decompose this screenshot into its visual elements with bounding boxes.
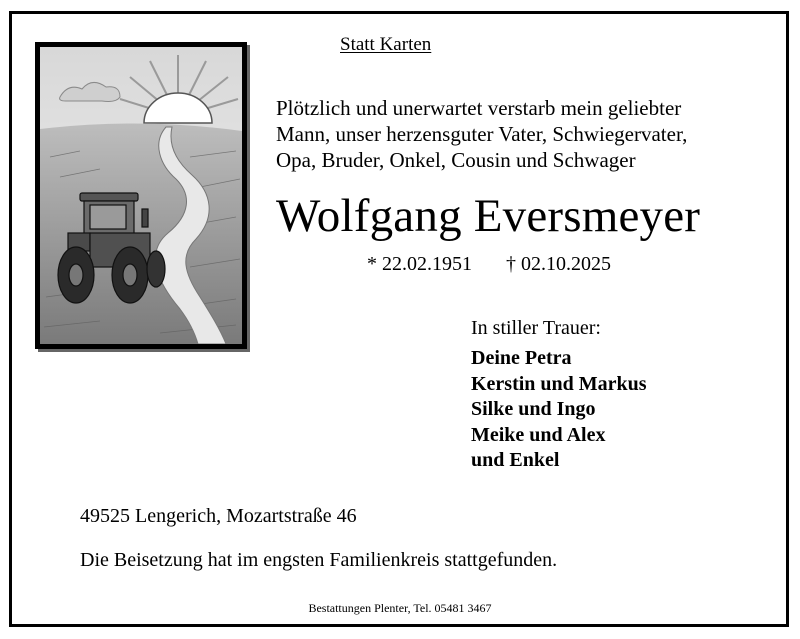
- birth-date: * 22.02.1951: [367, 253, 472, 275]
- mourner-name: Silke und Ingo: [471, 398, 596, 420]
- intro-line: Plötzlich und unerwartet verstarb mein geliebter: [276, 96, 682, 120]
- undertaker-contact: Bestattungen Plenter, Tel. 05481 3467: [308, 601, 492, 615]
- mourner-name: Deine Petra: [471, 347, 572, 369]
- mourner-list: [471, 346, 647, 474]
- mourning-label: In stiller Trauer:: [471, 317, 601, 339]
- tractor-sunset-drawing-icon: [35, 42, 247, 349]
- intro-line: Opa, Bruder, Onkel, Cousin und Schwager: [276, 148, 636, 172]
- family-address: 49525 Lengerich, Mozartstraße 46: [80, 505, 357, 527]
- burial-notice: Die Beisetzung hat im engsten Familienkreis stattgefunden.: [80, 549, 558, 571]
- mourner-name: und Enkel: [471, 449, 560, 471]
- life-dates: [367, 253, 611, 276]
- death-date: † 02.10.2025: [506, 253, 611, 275]
- statt-karten-heading: Statt Karten: [340, 34, 432, 55]
- tractor-drawing-svg: [40, 47, 242, 344]
- intro-text: [276, 95, 776, 173]
- deceased-name: Wolfgang Eversmeyer: [276, 190, 701, 242]
- mourner-name: Meike und Alex: [471, 423, 606, 446]
- mourner-name: Kerstin und Markus: [471, 372, 647, 395]
- intro-line: Mann, unser herzensguter Vater, Schwiegervater,: [276, 122, 688, 146]
